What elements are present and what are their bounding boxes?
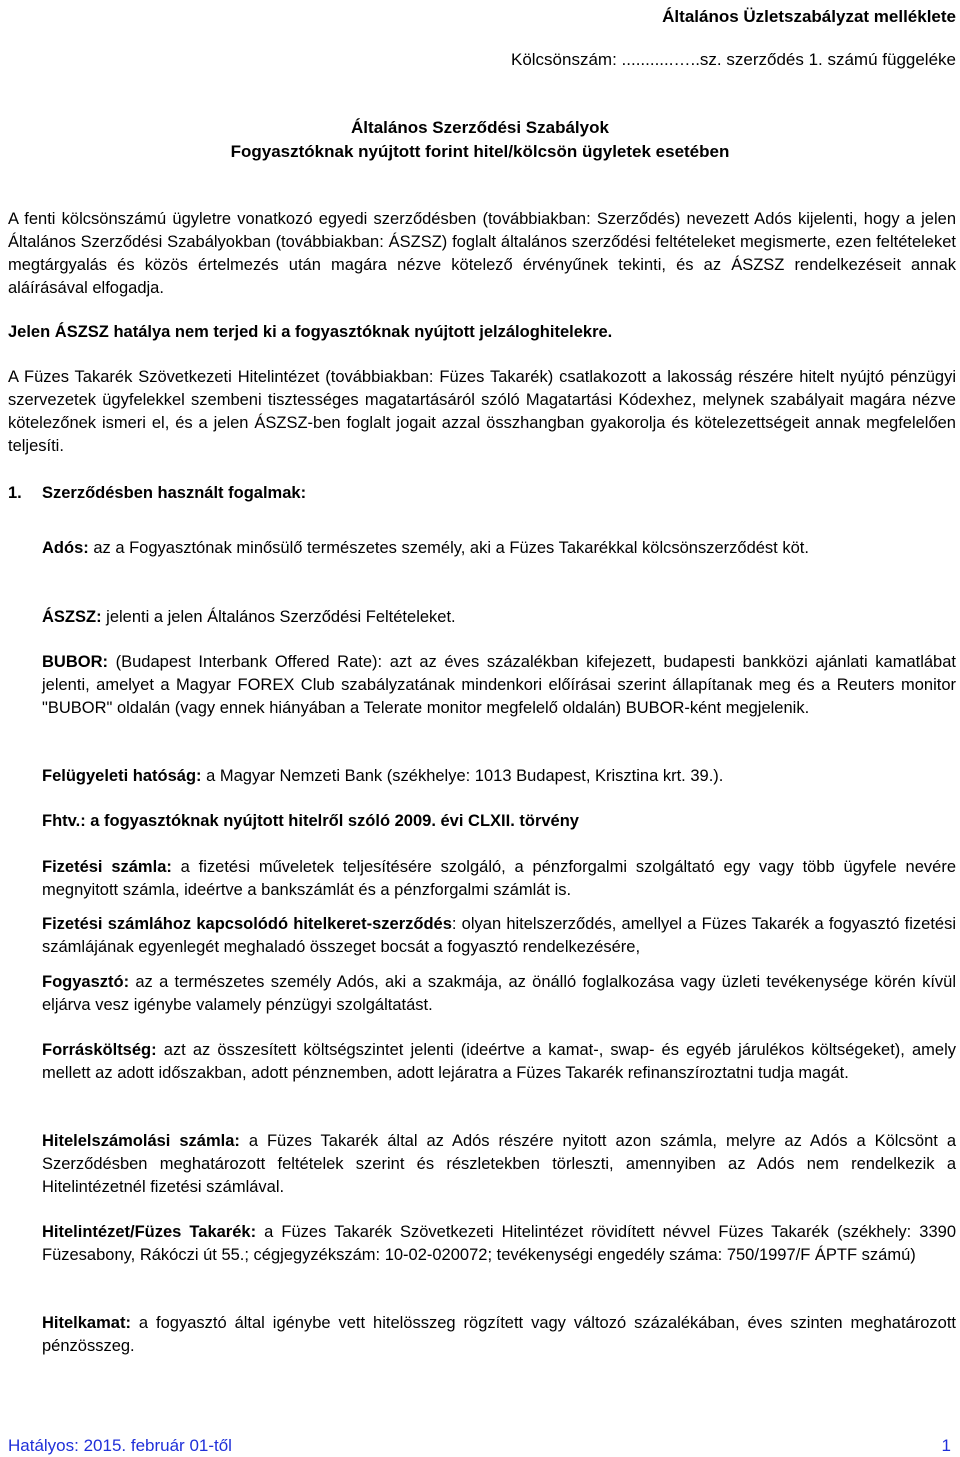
definition-funding-cost: Forrásköltség: azt az összesített költségszintet jelenti (ideértve a kamat-, swap- és egyéb járulékos költségeket), amely mellett az adott időszakban, adott pénznemben, adott lejáratra a Füzes Takarék refinanszíroztatni tudja magát.: [42, 1041, 956, 1082]
code-of-conduct-paragraph: A Füzes Takarék Szövetkezeti Hitelintézet (továbbiakban: Füzes Takarék) csatlakozott a lakosság részére hitelt nyújtó pénzügyi szervezetek ügyfelekkel szembeni tisztességes magatartásáról szóló Magatartási Kódexhez, melynek szabályait magára nézve kötelezőnek ismeri el, és a jelen ÁSZSZ-ben foglalt jogait azzal összhangban gyakorolja és kötelezettségeit annak megfelelően teljesíti.: [8, 368, 956, 455]
title-line-1: Általános Szerződési Szabályok: [351, 118, 609, 137]
definition-loan-settlement-account: Hitelelszámolási számla: a Füzes Takarék által az Adós részére nyitott azon számla, melyre az Adós a Kölcsönt a Szerződésben meghatározott feltételek szerint és részletekben törleszti, amennyiben az Adós nem rendelkezik a Hitelintézetnél fizetési számlával.: [42, 1132, 956, 1196]
definition-credit-line-contract: Fizetési számlához kapcsolódó hitelkeret-szerződés: olyan hitelszerződés, amellyel a Füzes Takarék a fogyasztó fizetési számlájának egyenlegét meghaladó összeget bocsát a fogyasztó rendelkezésére,: [42, 915, 956, 956]
document-title: [0, 116, 960, 164]
section-1-heading: [8, 482, 306, 505]
definition-consumer: Fogyasztó: az a természetes személy Adós, aki a szakmája, az önálló foglalkozása vagy üzleti tevékenysége körén kívül eljárva vesz igénybe valamely pénzügyi szolgáltatást.: [42, 973, 956, 1014]
intro-paragraph: A fenti kölcsönszámú ügyletre vonatkozó egyedi szerződésben (továbbiakban: Szerződés) nevezett Adós kijelenti, hogy a jelen Általános Szerződési Szabályokban (továbbiakban: ÁSZSZ) foglalt általános szerződési feltételeket megismerte, ezen feltételeket megtárgyalás és közös értelmezés után magára nézve kötelező érvényűnek tekinti, és az ÁSZSZ rendelkezéseit annak aláírásával elfogadja.: [8, 210, 956, 297]
definition-fhtv: Fhtv.: a fogyasztóknak nyújtott hitelről szóló 2009. évi CLXII. törvény: [42, 812, 579, 830]
footer-effective-date: Hatályos: 2015. február 01-től: [8, 1436, 232, 1455]
definition-aszsz: ÁSZSZ: jelenti a jelen Általános Szerződési Feltételeket.: [42, 608, 456, 626]
definition-loan-interest: Hitelkamat: a fogyasztó által igénybe vett hitelösszeg rögzített vagy változó százalékában, éves szinten meghatározott pénzösszeg.: [42, 1314, 956, 1355]
section-number: 1.: [8, 484, 22, 502]
definition-credit-institution: Hitelintézet/Füzes Takarék: a Füzes Takarék Szövetkezeti Hitelintézet rövidített névvel Füzes Takarék (székhely: 3390 Füzesabony, Rákóczi út 55.; cégjegyzékszám: 10-02-020072; tevékenységi engedély száma: 750/1997/F ÁPTF számú): [42, 1223, 957, 1264]
definition-payment-account: Fizetési számla: a fizetési műveletek teljesítésére szolgáló, a pénzforgalmi szolgáltató egy vagy több ügyfele nevére megnyitott számla, ideértve a bankszámlát és a pénzforgalmi számlát is.: [42, 858, 956, 899]
definition-ados: Adós: az a Fogyasztónak minősülő természetes személy, aki a Füzes Takarékkal kölcsönszerződést köt.: [42, 539, 809, 557]
definition-supervisory-authority: Felügyeleti hatóság: a Magyar Nemzeti Bank (székhelye: 1013 Budapest, Krisztina krt. 39.).: [42, 767, 724, 785]
definition-bubor: BUBOR: (Budapest Interbank Offered Rate): azt az éves százalékban kifejezett, budapesti bankközi ajánlati kamatlábat jelenti, amelyet a Magyar FOREX Club szabályzatának mindenkori előírásai szerint állapítanak meg és a Reuters monitor "BUBOR" oldalán (vagy ennek hiányában a Telerate monitor megfelelő oldalán) BUBOR-ként megjelenik.: [42, 653, 956, 717]
footer-page-number: 1: [941, 1436, 951, 1455]
header-loan-number: Kölcsönszám: ...........…..sz. szerződés 1. számú függeléke: [510, 50, 956, 69]
scope-paragraph: Jelen ÁSZSZ hatálya nem terjed ki a fogyasztóknak nyújtott jelzáloghitelekre.: [8, 323, 613, 341]
title-line-2: Fogyasztóknak nyújtott forint hitel/kölcsön ügyletek esetében: [230, 142, 730, 161]
header-annex-title: Általános Üzletszabályzat melléklete: [662, 7, 956, 26]
section-title: Szerződésben használt fogalmak:: [42, 484, 307, 502]
